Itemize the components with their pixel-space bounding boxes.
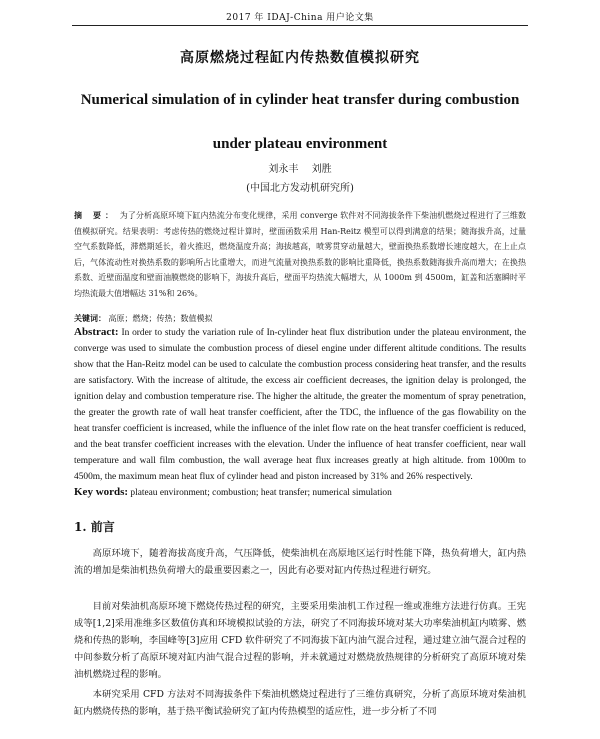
keywords-english-text: plateau environment; combustion; heat transfer; numerical simulation [130,488,392,498]
affiliation: (中国北方发动机研究所) [246,183,354,194]
title-english: Numerical simulation of in cylinder heat transfer during combustion under plateau environment [80,92,520,152]
body-paragraph: 高原环境下，随着海拔高度升高，气压降低，使柴油机在高原地区运行时性能下降，热负荷增大，缸内热流的增加是柴油机热负荷增大的最重要因素之一，因此有必要对缸内传热过程进行研究。 [74,548,526,576]
abstract-chinese-label: 摘 要： [74,210,118,220]
body-paragraph: 本研究采用 CFD 方法对不同海拔条件下柴油机燃烧过程进行了三维仿真研究，分析了高原环境对柴油机缸内燃烧传热的影响，基于热平衡试验研究了缸内传热模型的适应性，进一步分析了不同 [74,689,526,717]
keywords-english-label: Key words: [74,486,129,498]
abstract-english [74,325,526,486]
keywords-chinese-text: 高原；燃烧；传热；数值模拟 [108,314,213,323]
authors: 刘永丰 刘胜 [268,164,332,175]
header-rule [72,25,528,26]
abstract-english-text: In order to study the variation rule of In-cylinder heat flux distribution under the plateau environment, the converge was used to simulate the combustion process of diesel engine under different altitude conditions. The results show that the Han-Reitz model can be used to calculate the combustion process considering heat transfer, and the results are satisfactory. With the increase of altitude, the excess air coefficient decreases, the ignition delay is prolonged, the ignition delay and combustion temperature rise. The higher the altitude, the greater the momentum of spray penetration, the greater the growth rate of wall heat transfer coefficient, after the TDC, the influence of the gas flowability on the heat transfer coefficient is increased, while the influence of the inlet flow rate on the heat transfer coefficient is reduced, and the beat transfer coefficient increases with the elevation. Under the influence of heat transfer coefficient, near wall temperature and wall film combustion, the wall average heat flux increases greatly at high altitude. from 1000m to 4500m, the maximum mean heat flux of cylinder head and piston increased by 31% and 26% respectively. [74,328,527,482]
title-chinese: 高原燃烧过程缸内传热数值模拟研究 [180,50,420,66]
keywords-chinese-label: 关键词： [74,313,106,323]
abstract-chinese-text: 为了分析高原环境下缸内热流分布变化规律，采用 converge 软件对不同海拔条件下柴油机燃烧过程进行了三维数值模拟研究。结果表明：考虑传热的燃烧过程计算时，壁面函数采用 Han-Reitz 模型可以得到满意的结果；随海拔升高，过量空气系数降低，滞燃期延长，着火推迟，燃烧温度升高；海拔越高，喷雾贯穿动量越大，壁面换热系数增长速度越大，在上止点后，气体流动性对换热系数的影响所占比重增大，而进气流量对换热系数的影响比重降低，换热系数随海拔升高而增大；在换热系数、近壁面温度和壁面油膜燃烧的影响下，海拔升高后，壁面平均热流大幅增大，从 1000m 到 4500m，缸盖和活塞瞬时平均热流最大值增幅达 31%和 26%。 [74,211,527,298]
keywords-chinese [74,313,526,324]
keywords-english [74,486,526,498]
running-head: 2017 年 IDAJ-China 用户论文集 [226,13,374,23]
abstract-english-label: Abstract: [74,326,119,338]
section-heading-introduction: 1. 前言 [74,520,115,534]
body-paragraph: 目前对柴油机高原环境下燃烧传热过程的研究，主要采用柴油机工作过程一维或准维方法进行仿真。王宪成等[1,2]采用准维多区数值仿真和环境模拟试验的方法，研究了不同海拔环境对某大功率柴油机缸内喷雾、燃烧和传热的影响，李国峰等[3]应用 CFD 软件研究了不同海拔下缸内油气混合过程，通过建立油气混合过程的中间参数分析了高原环境对缸内油气混合过程的影响，并未就通过对燃烧放热规律的分析研究了高原环境对柴油机燃烧过程的影响。 [74,601,526,680]
abstract-chinese [74,208,526,302]
